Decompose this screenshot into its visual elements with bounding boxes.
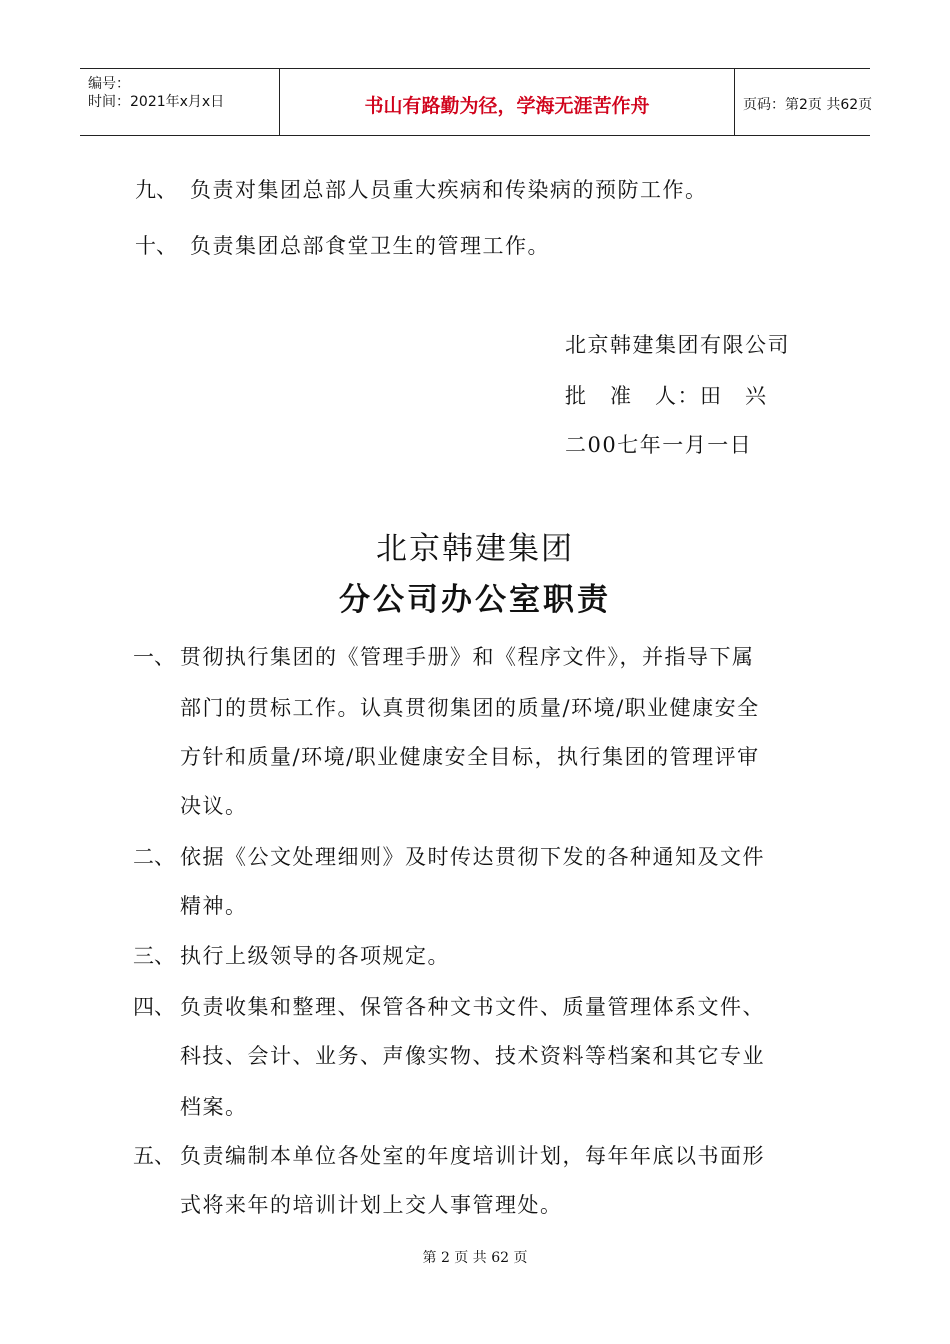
item-line: 依据《公文处理细则》及时传达贯彻下发的各种通知及文件 (180, 845, 765, 869)
signature-company: 北京韩建集团有限公司 (565, 333, 790, 357)
item-number: 三、 (133, 944, 175, 968)
header-motto-cell (280, 69, 735, 135)
page-header (80, 68, 873, 136)
prev-item-text: 负责对集团总部人员重大疾病和传染病的预防工作。 (190, 178, 708, 202)
item-line: 执行上级领导的各项规定。 (180, 944, 450, 968)
item-number: 五、 (133, 1144, 175, 1168)
item-number: 四、 (133, 995, 175, 1019)
document-title: 分公司办公室职责 (339, 582, 611, 618)
header-page-cell (735, 69, 873, 135)
item-line: 方针和质量/环境/职业健康安全目标，执行集团的管理评审 (180, 745, 760, 769)
item-line: 精神。 (180, 894, 248, 918)
item-line: 决议。 (180, 794, 248, 818)
header-page-number: 页码：第2页 共62页 (743, 97, 873, 113)
document-time-label: 时间：2021年x月x日 (88, 94, 225, 110)
item-number: 二、 (133, 845, 175, 869)
item-line: 部门的贯标工作。认真贯彻集团的质量/环境/职业健康安全 (180, 696, 760, 720)
item-line: 档案。 (180, 1095, 248, 1119)
item-line: 负责编制本单位各处室的年度培训计划，每年年底以书面形 (180, 1144, 765, 1168)
page-footer: 第 2 页 共 62 页 (422, 1250, 528, 1266)
signature-approver: 批 准 人：田 兴 (565, 384, 768, 408)
prev-item-text: 负责集团总部食堂卫生的管理工作。 (190, 234, 550, 258)
item-line: 式将来年的培训计划上交人事管理处。 (180, 1193, 563, 1217)
header-motto: 书山有路勤为径，学海无涯苦作舟 (364, 95, 650, 117)
document-number-label: 编号： (88, 76, 130, 92)
item-line: 负责收集和整理、保管各种文书文件、质量管理体系文件、 (180, 995, 765, 1019)
signature-date: 二00七年一月一日 (565, 433, 753, 457)
header-info-cell (80, 69, 280, 135)
prev-item-number: 九、 (135, 178, 177, 202)
prev-item-number: 十、 (135, 234, 177, 258)
item-line: 科技、会计、业务、声像实物、技术资料等档案和其它专业 (180, 1044, 765, 1068)
item-line: 贯彻执行集团的《管理手册》和《程序文件》，并指导下属 (180, 645, 755, 669)
organization-title: 北京韩建集团 (376, 531, 574, 567)
item-number: 一、 (133, 645, 175, 669)
